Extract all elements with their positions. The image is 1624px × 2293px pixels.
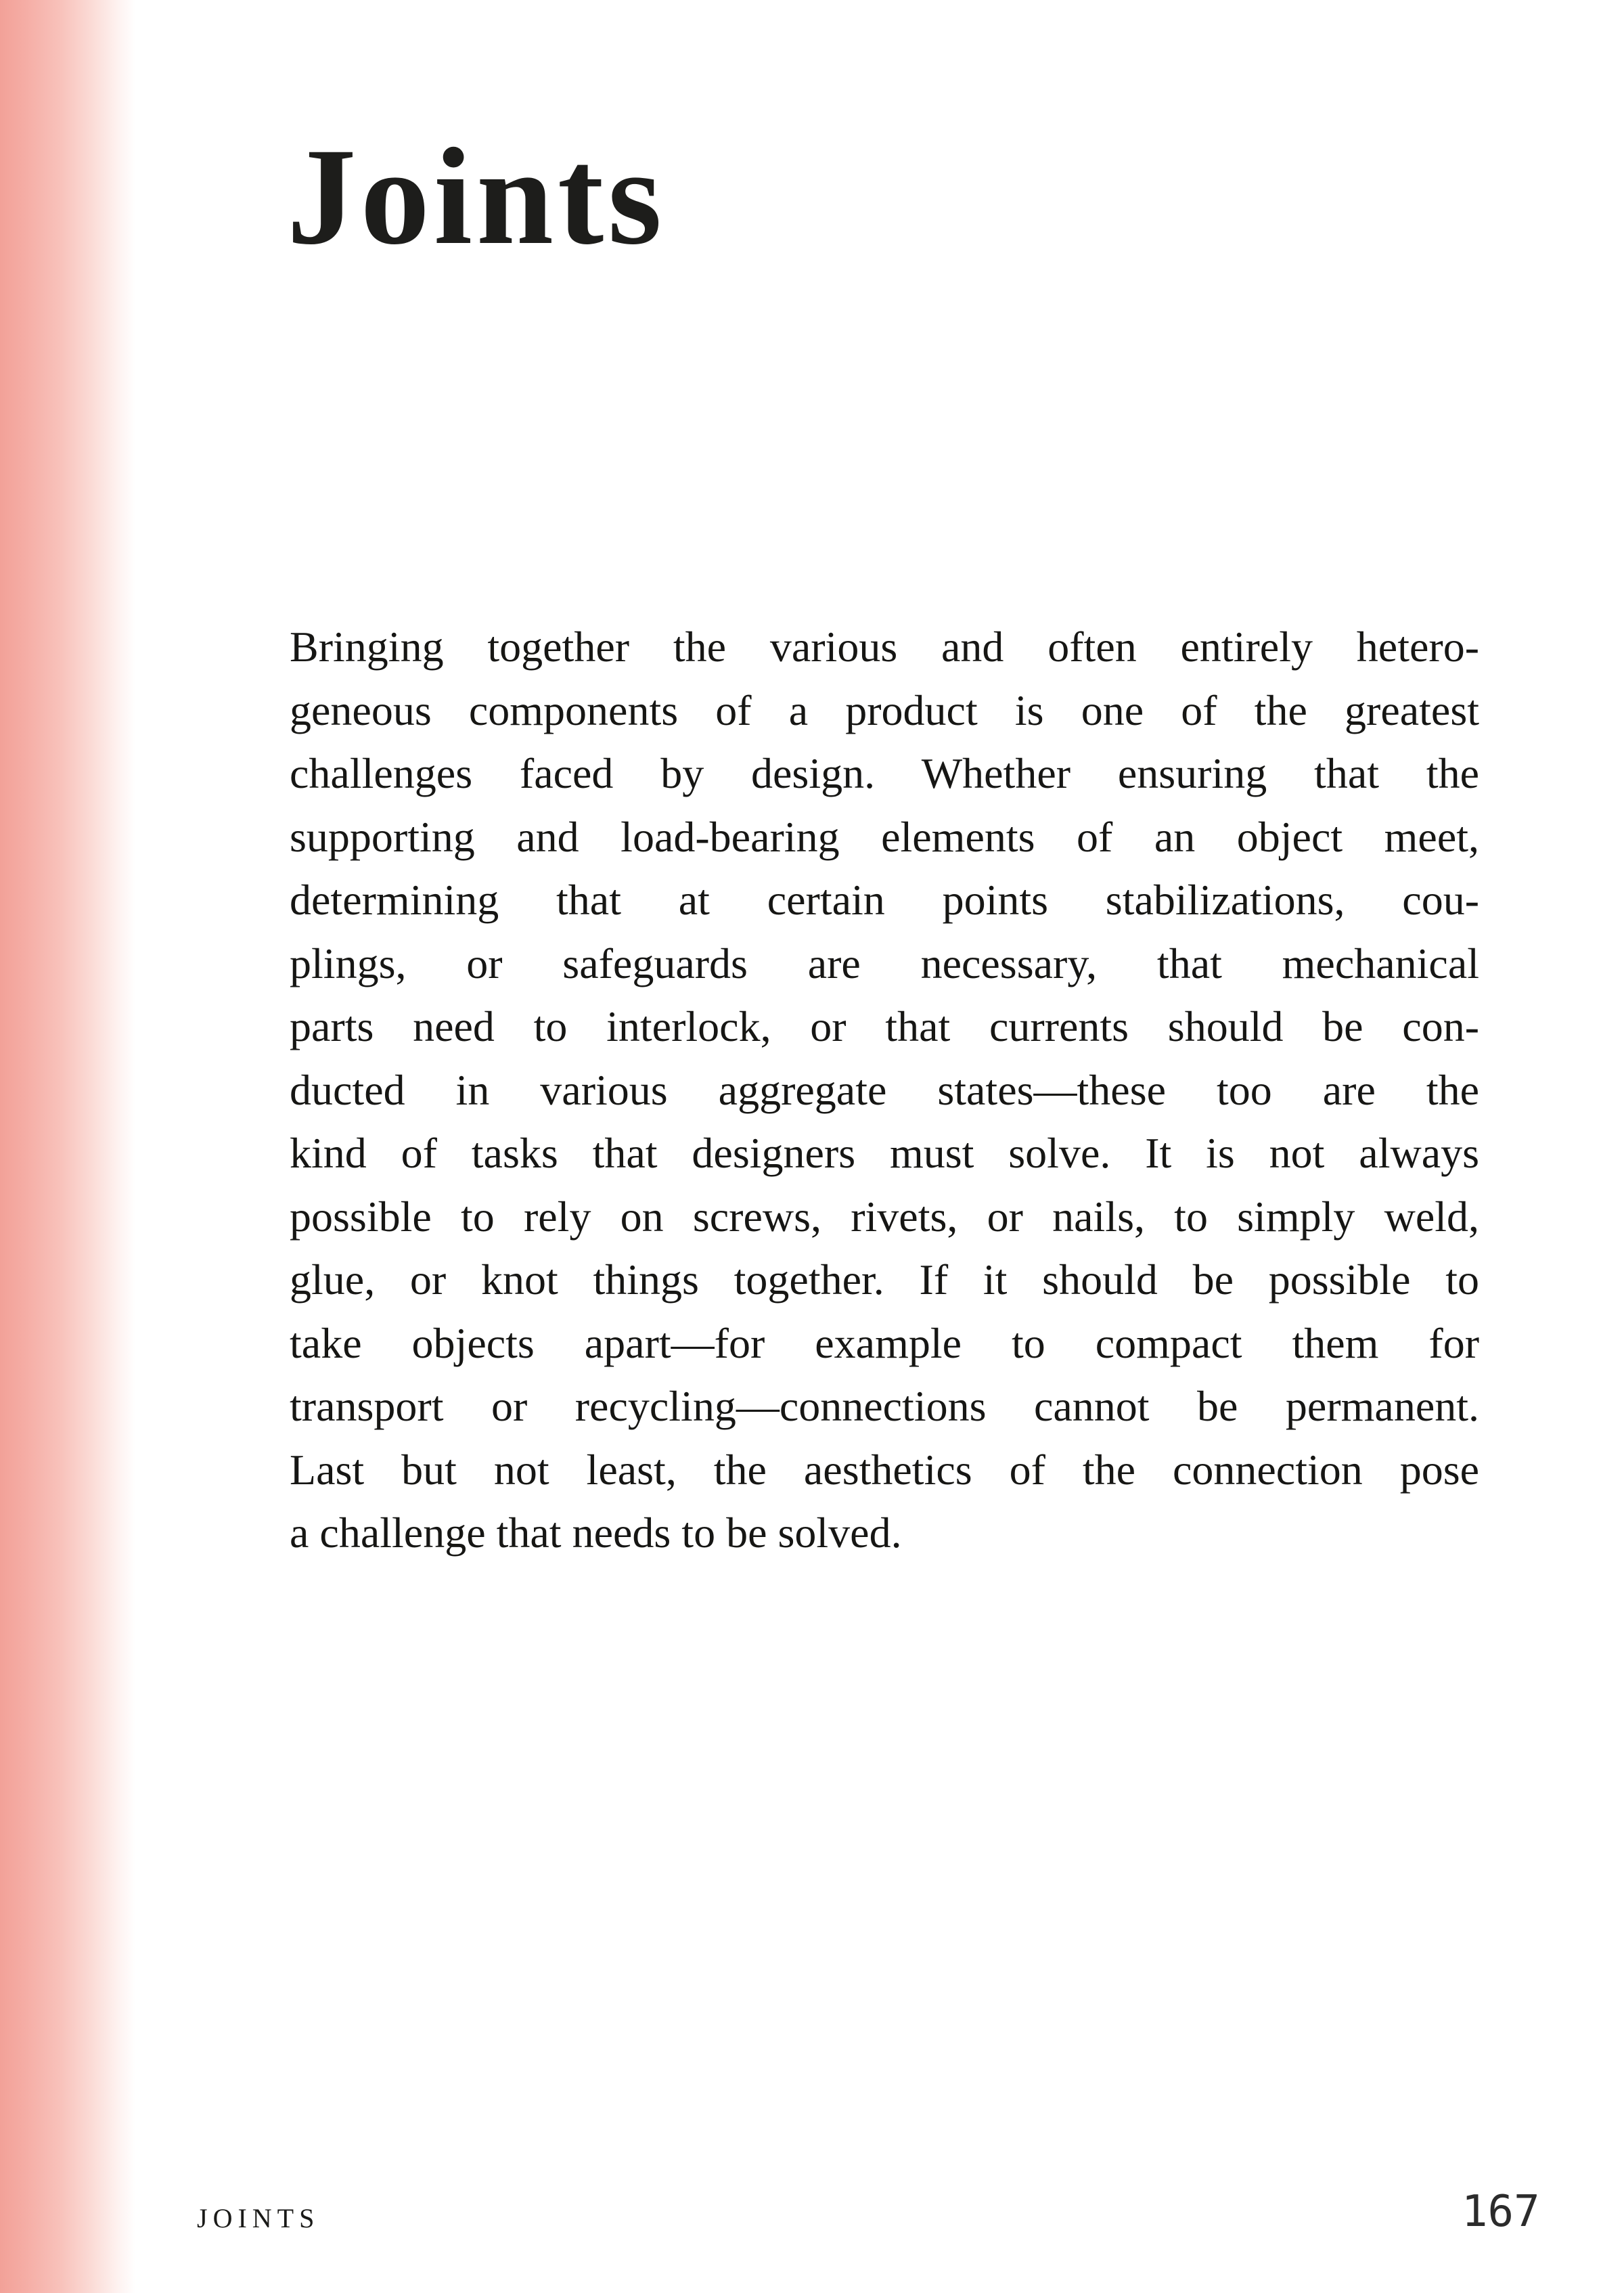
paragraph-line: possible to rely on screws, rivets, or nails, to simply weld, — [290, 1192, 1479, 1241]
paragraph-line: geneous components of a product is one of the greatest — [290, 686, 1479, 734]
paragraph-line: take objects apart—for example to compact them for — [290, 1318, 1479, 1367]
paragraph-line: plings, or safeguards are necessary, that mechanical — [290, 939, 1479, 987]
paragraph-line: Bringing together the various and often entirely hetero- — [290, 623, 1479, 671]
paragraph-line: determining that at certain points stabilizations, cou- — [290, 876, 1479, 924]
page-number: 167 — [1462, 2187, 1540, 2237]
paragraph-line: ducted in various aggregate states—these too are the — [290, 1065, 1479, 1114]
paragraph-line: challenges faced by design. Whether ensuring that the — [290, 749, 1479, 797]
paragraph-line: Last but not least, the aesthetics of the connection pose — [290, 1445, 1479, 1494]
paragraph-line: transport or recycling—connections cannot be permanent. — [290, 1382, 1479, 1430]
chapter-title: Joints — [287, 120, 667, 273]
running-head: JOINTS — [197, 2203, 320, 2233]
paragraph-line: glue, or knot things together. If it should be possible to — [290, 1255, 1479, 1304]
paragraph-line: kind of tasks that designers must solve. It is not always — [290, 1129, 1479, 1177]
intro-paragraph — [290, 615, 1479, 1565]
paragraph-line: a challenge that needs to be solved. — [290, 1509, 902, 1557]
paragraph-line: parts need to interlock, or that currents should be con- — [290, 1002, 1479, 1050]
page-edge-gradient — [0, 0, 139, 2293]
paragraph-line: supporting and load-bearing elements of an object meet, — [290, 812, 1479, 861]
